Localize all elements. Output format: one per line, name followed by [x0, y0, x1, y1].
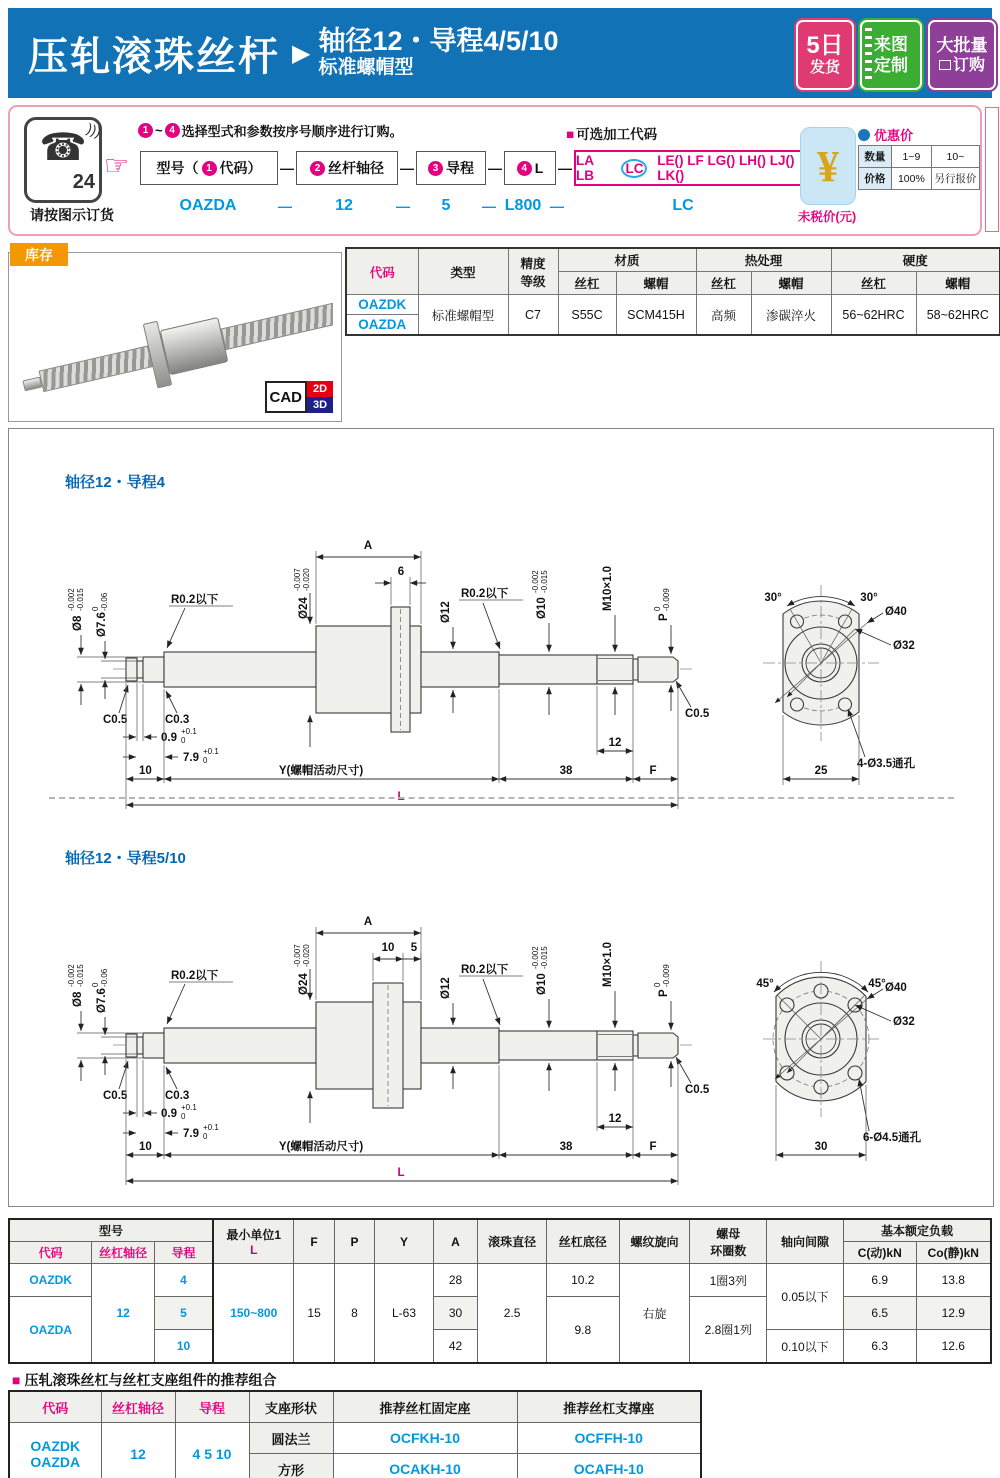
svg-text:R0.2以下: R0.2以下: [171, 970, 219, 982]
svg-text:30°: 30°: [764, 592, 782, 604]
lead-box: 3 导程: [416, 151, 486, 185]
svg-text:A: A: [363, 916, 373, 928]
drawing2-title: 轴径12・导程5/10: [65, 850, 186, 867]
svg-text:-0.002: -0.002: [531, 946, 540, 969]
part-code[interactable]: OAZDA: [9, 1297, 92, 1364]
svg-text:-0.06: -0.06: [100, 968, 109, 987]
svg-text:-0.009: -0.009: [662, 964, 671, 987]
svg-text:Y(螺帽活动尺寸): Y(螺帽活动尺寸): [278, 765, 364, 777]
side-view: [113, 607, 693, 732]
table-row: OAZDK 12 4 150~800 15 8 L-63 28 2.5 10.2 右旋 1圈3列 0.05以下 6.9 13.8: [9, 1264, 991, 1297]
dim-d76: [91, 968, 109, 1013]
svg-text:10: 10: [139, 765, 152, 777]
dim-d24: [293, 944, 311, 995]
quantity-price-table: 数量 1~9 10~ 价格 100% 另行报价: [858, 145, 980, 190]
svg-text:-0.015: -0.015: [76, 588, 85, 611]
svg-text:-0.020: -0.020: [302, 568, 311, 591]
svg-text:M10×1.0: M10×1.0: [602, 565, 614, 611]
side-view: [113, 983, 693, 1108]
fixed-mount-code[interactable]: OCFKH-10: [333, 1423, 517, 1454]
svg-text:F: F: [649, 1141, 657, 1153]
svg-text:45°: 45°: [868, 978, 886, 990]
table-row: OAZDK OAZDA 12 4 5 10 圆法兰 OCFKH-10 OCFFH-10: [9, 1423, 701, 1454]
svg-text:4-Ø3.5通孔: 4-Ø3.5通孔: [857, 758, 916, 770]
dim-d12: [440, 977, 452, 999]
svg-text:Ø40: Ø40: [885, 606, 907, 618]
svg-text:M10×1.0: M10×1.0: [602, 941, 614, 987]
svg-text:Ø8: Ø8: [72, 991, 84, 1007]
ball-nut: [160, 317, 229, 375]
svg-text:Ø12: Ø12: [440, 601, 452, 623]
svg-text:-0.06: -0.06: [100, 592, 109, 611]
svg-text:6: 6: [397, 566, 405, 578]
svg-text:-0.009: -0.009: [662, 588, 671, 611]
svg-text:0: 0: [653, 982, 662, 987]
svg-text:-0.020: -0.020: [302, 944, 311, 967]
dim-d8: [67, 964, 85, 1007]
part-number-builder: 型号（ 1 代码） — 2 丝杆轴径 — 3 导程 — 4 L — LA LB LC LE() LF LG() LH() LJ() LK(): [140, 151, 812, 185]
dim-d10: [531, 570, 549, 619]
ruler-icon: [865, 28, 872, 82]
svg-text:-0.002: -0.002: [67, 964, 76, 987]
table-row: OAZDK 标准螺帽型 C7 S55C SCM415H 高频 渗碳淬火 56~62HRC 58~62HRC: [346, 295, 1000, 315]
stock-badge: 库存: [10, 243, 68, 266]
svg-text:R0.2以下: R0.2以下: [461, 588, 509, 600]
svg-text:30°: 30°: [860, 592, 878, 604]
shaft-diameter-box: 2 丝杆轴径: [296, 151, 398, 185]
flange-end-view: [763, 585, 916, 785]
table-row: 方形 OCAKH-10 OCAFH-10: [9, 1454, 701, 1478]
dimension-table: 型号 最小单位1 L F P Y A 滚珠直径 丝杠底径 螺纹旋向 螺母 环圈数 轴向间隙 基本额定负载 代码 丝杠轴径 导程 C(动)kN Co(静)kN OAZDK 12 4 150~800 15 8 L-63 28 2.5 10.2 右旋 1圈3列 0.05以下 6.9 13.8 OAZDA 5 30 9.8 2.8圈1列 6.5 12.9 10 42 0.10以下 6.3 12.6: [8, 1218, 992, 1364]
svg-text:+0.1: +0.1: [203, 1123, 219, 1132]
svg-text:7.9: 7.9: [183, 752, 199, 764]
svg-text:38: 38: [559, 765, 573, 777]
svg-text:7.9: 7.9: [183, 1128, 199, 1140]
signal-waves-icon: ))): [84, 120, 104, 140]
dim-d12: [440, 601, 452, 623]
subtitle-type: 标准螺帽型: [318, 57, 414, 78]
lc-circled: LC: [621, 159, 647, 178]
drawing1-title: 轴径12・导程4: [65, 474, 166, 491]
svg-text:12: 12: [608, 737, 622, 749]
badge-bulk-order: 大批量 订购: [928, 20, 996, 90]
screw-tip: [22, 376, 42, 391]
drawing-lead5-10-diagram: [21, 867, 981, 1197]
svg-text:Ø24: Ø24: [298, 597, 310, 619]
page-edge-strip: [985, 107, 999, 232]
cad-2d-icon[interactable]: 2D: [307, 381, 333, 397]
page-header: [8, 8, 992, 98]
svg-text:Ø10: Ø10: [536, 597, 548, 619]
svg-text:0: 0: [91, 606, 100, 611]
svg-text:Ø32: Ø32: [893, 1016, 915, 1028]
svg-text:L: L: [397, 1167, 405, 1179]
table-row: OAZDA 5 30 9.8 2.8圈1列 6.5 12.9: [9, 1297, 991, 1330]
discount-price-label: 优惠价: [858, 125, 913, 144]
part-code: OAZDK OAZDA: [9, 1423, 101, 1478]
svg-text:-0.007: -0.007: [293, 944, 302, 967]
svg-text:Ø8: Ø8: [72, 615, 84, 631]
svg-text:Ø10: Ø10: [536, 973, 548, 995]
svg-text:+0.1: +0.1: [181, 727, 197, 736]
pointing-hand-icon: ☞: [104, 150, 130, 181]
svg-text:A: A: [363, 540, 373, 552]
optional-process-codes: LA LB LC LE() LF LG() LH() LJ() LK(): [574, 150, 812, 186]
svg-text:Y(螺帽活动尺寸): Y(螺帽活动尺寸): [278, 1141, 364, 1153]
col-header-code: 代码: [346, 248, 418, 295]
svg-text:-0.015: -0.015: [540, 946, 549, 969]
example-code: OAZDA: [179, 197, 237, 214]
cart-icon: [939, 60, 951, 70]
subtitle-spec: 轴径12・导程4/5/10: [318, 26, 559, 56]
order-caption: 请按图示订货: [30, 207, 114, 223]
section-divider: [49, 797, 954, 799]
svg-text:+0.1: +0.1: [203, 747, 219, 756]
svg-text:Ø24: Ø24: [298, 973, 310, 995]
svg-text:C0.5: C0.5: [685, 708, 710, 720]
svg-text:C0.5: C0.5: [685, 1084, 710, 1096]
svg-text:10: 10: [139, 1141, 152, 1153]
svg-text:Ø32: Ø32: [893, 640, 915, 652]
dim-d76: [91, 592, 109, 637]
svg-text:R0.2以下: R0.2以下: [171, 594, 219, 606]
svg-text:45°: 45°: [756, 978, 774, 990]
dim-p: [653, 964, 671, 997]
svg-text:0.9: 0.9: [161, 732, 177, 744]
drawing-lead4-diagram: [21, 491, 981, 821]
fixed-mount-code[interactable]: OCAKH-10: [333, 1454, 517, 1478]
svg-text:+0.1: +0.1: [181, 1103, 197, 1112]
threaded-shaft: [39, 346, 153, 393]
svg-text:-0.007: -0.007: [293, 568, 302, 591]
dim-d10: [531, 946, 549, 995]
dim-d24: [293, 568, 311, 619]
svg-text:0: 0: [181, 736, 186, 745]
svg-text:C0.5: C0.5: [103, 714, 128, 726]
svg-text:12: 12: [608, 1113, 622, 1125]
table-row: 10 42 0.10以下 6.3 12.6: [9, 1330, 991, 1364]
page-title: 压轧滚珠丝杆: [28, 34, 280, 79]
part-code[interactable]: OAZDA: [346, 315, 418, 336]
dot-icon: [858, 129, 870, 141]
svg-text:C0.5: C0.5: [103, 1090, 128, 1102]
support-mount-code[interactable]: OCFFH-10: [517, 1423, 701, 1454]
recommend-table: 代码 丝杠轴径 导程 支座形状 推荐丝杠固定座 推荐丝杠支撑座 OAZDK OAZDA 12 4 5 10 圆法兰 OCFKH-10 OCFFH-10 方形 OCAKH-10 OCAFH-10: [8, 1390, 702, 1478]
svg-text:P: P: [658, 989, 670, 997]
example-part-number: OAZDA — 12 — 5 — L800 — LC: [140, 197, 800, 215]
svg-text:Ø40: Ø40: [885, 982, 907, 994]
svg-text:P: P: [658, 613, 670, 621]
dim-p: [653, 588, 671, 621]
flange-end-view: [756, 961, 921, 1161]
svg-text:0: 0: [203, 756, 208, 765]
part-code[interactable]: OAZDK: [346, 295, 418, 315]
svg-text:Ø7.6: Ø7.6: [96, 612, 108, 637]
tax-label: 未税价(元): [797, 210, 857, 224]
ordering-guide: [8, 105, 982, 236]
svg-text:R0.2以下: R0.2以下: [461, 964, 509, 976]
badge-5day-shipping: 5日 发货: [796, 20, 854, 90]
dim-m10: [602, 566, 614, 611]
square-bullet-icon: ■: [12, 1372, 21, 1388]
part-code[interactable]: OAZDK: [9, 1264, 92, 1297]
svg-text:6-Ø4.5通孔: 6-Ø4.5通孔: [863, 1132, 922, 1144]
svg-text:Ø12: Ø12: [440, 977, 452, 999]
product-photo-frame: [8, 252, 342, 422]
ordering-instruction: 1 ~ 4 选择型式和参数按序号顺序进行订购。: [138, 121, 403, 140]
svg-text:-0.015: -0.015: [76, 964, 85, 987]
model-code-box: 型号（ 1 代码）: [140, 151, 278, 185]
svg-text:-0.015: -0.015: [540, 570, 549, 593]
arrow-right-icon: ▶: [292, 39, 311, 67]
svg-text:0: 0: [203, 1132, 208, 1141]
phone-24h-icon: ☎ 24 ))): [24, 117, 102, 203]
badge-custom-drawing: 来图 定制: [860, 20, 922, 90]
svg-text:0.9: 0.9: [161, 1108, 177, 1120]
cad-3d-icon[interactable]: 3D: [307, 397, 333, 413]
square-bullet-icon: ■: [566, 127, 575, 142]
threaded-shaft: [221, 301, 333, 350]
svg-text:30: 30: [814, 1141, 828, 1153]
dim-m10: [602, 942, 614, 987]
dim-d8: [67, 588, 85, 631]
svg-text:25: 25: [814, 765, 828, 777]
svg-text:Ø7.6: Ø7.6: [96, 988, 108, 1013]
svg-text:F: F: [649, 765, 657, 777]
svg-text:0: 0: [653, 606, 662, 611]
support-mount-code[interactable]: OCAFH-10: [517, 1454, 701, 1478]
technical-drawings-panel: [8, 428, 994, 1207]
recommend-section-title: ■ 压轧滚珠丝杠与丝杠支座组件的推荐组合: [12, 1372, 277, 1388]
svg-text:0: 0: [91, 982, 100, 987]
svg-text:L: L: [397, 791, 405, 803]
svg-text:C0.3: C0.3: [165, 714, 190, 726]
product-photo: [15, 263, 333, 393]
svg-text:C0.3: C0.3: [165, 1090, 190, 1102]
optional-codes-title: ■ 可选加工代码: [566, 127, 658, 142]
page-subtitle: [318, 26, 558, 80]
length-box: 4 L: [504, 151, 556, 185]
svg-text:10: 10: [381, 942, 395, 954]
svg-text:-0.002: -0.002: [67, 588, 76, 611]
svg-text:0: 0: [181, 1112, 186, 1121]
svg-text:38: 38: [559, 1141, 573, 1153]
cad-badge[interactable]: CAD 2D 3D: [265, 381, 334, 413]
spec-table: 代码 类型 精度 等级 材质 热处理 硬度 丝杠 螺帽 丝杠 螺帽 丝杠 螺帽 OAZDK 标准螺帽型 C7 S55C SCM415H 高频 渗碳淬火 56~62HRC 58~62HRC OAZDA: [345, 247, 1000, 336]
price-yen-icon: ¥: [800, 127, 856, 205]
svg-text:5: 5: [410, 942, 418, 954]
svg-text:-0.002: -0.002: [531, 570, 540, 593]
